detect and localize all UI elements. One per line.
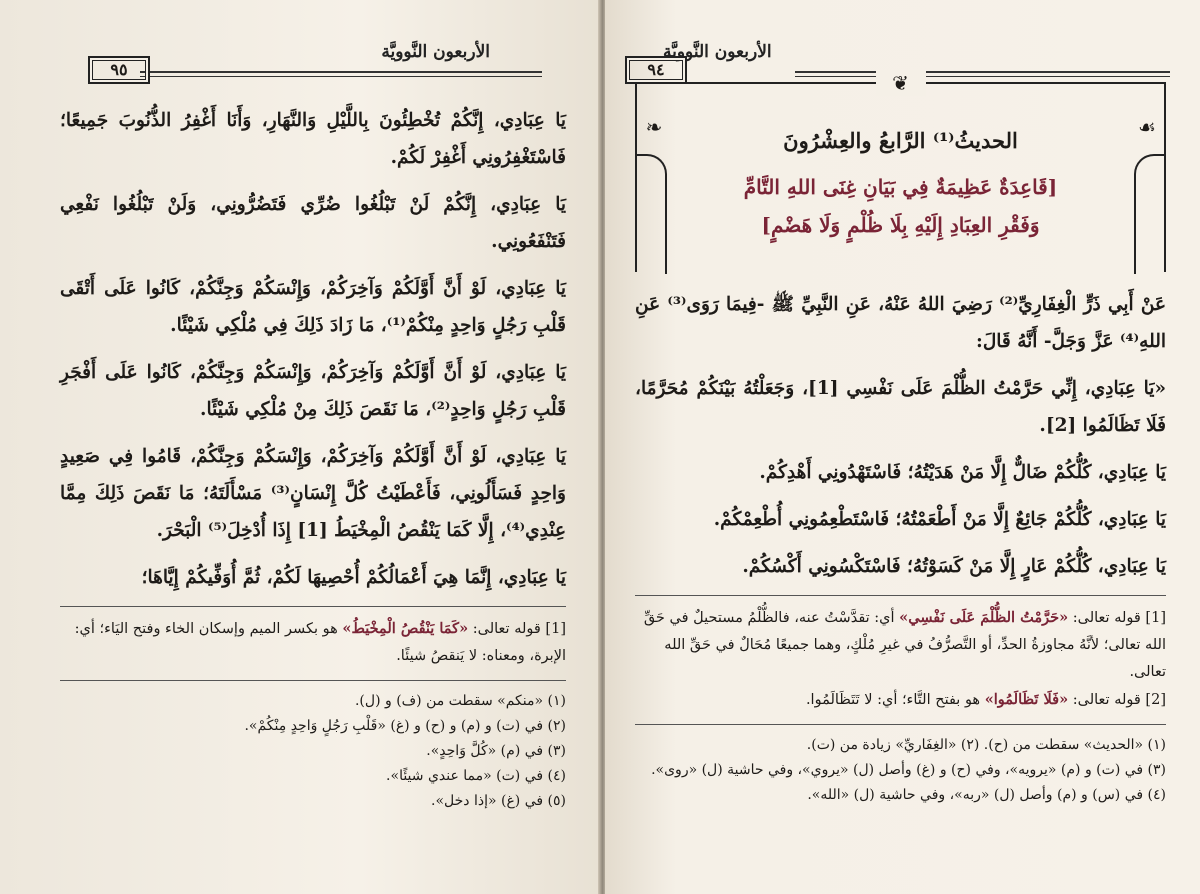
- page-body: [635, 71, 1167, 808]
- note-number: [2]: [1145, 692, 1166, 708]
- note-quote: «فَلَا تَظَالَمُوا»: [984, 691, 1069, 708]
- head-rule-thin: [140, 76, 542, 77]
- chapter-heading-frame: [635, 71, 1166, 272]
- page-94: [605, 0, 1200, 894]
- note-number: [1]: [545, 621, 566, 637]
- commentary-divider: [635, 595, 1166, 596]
- hadith-paragraph: يَا عِبَادِي، لَوْ أَنَّ أَوَّلَكُمْ وَآخِرَكُمْ، وَإِنْسَكُمْ وَجِنَّكُمْ، كَانُوا عَلَى أَفْجَرِ قَلْبِ رَجُلٍ وَاحِدٍ⁽²⁾، مَا نَقَصَ ذَلِكَ مِنْ مُلْكِي شَيْئًا.: [60, 362, 566, 420]
- page-number: ٩٥: [88, 56, 150, 84]
- note-quote: «حَرَّمْتُ الظُّلْمَ عَلَى نَفْسِي»: [899, 609, 1069, 626]
- hadith-paragraph: «يَا عِبَادِي، إِنِّي حَرَّمْتُ الظُّلْمَ عَلَى نَفْسِي [1]، وَجَعَلْتُهُ بَيْنَكُمْ مُحَرَّمًا، فَلَا تَظَالَمُوا [2].: [635, 378, 1167, 436]
- footnote: (٤) في (ت) «مما عندي شيئًا».: [386, 768, 566, 784]
- hadith-paragraph: يَا عِبَادِي، إِنَّكُمْ لَنْ تَبْلُغُوا ضُرِّي فَتَضُرُّونِي، وَلَنْ تَبْلُغُوا نَفْعِي فَتَنْفَعُونِي.: [60, 194, 566, 252]
- ornament-icon: ❦: [876, 70, 926, 96]
- hadith-paragraph: يَا عِبَادِي، لَوْ أَنَّ أَوَّلَكُمْ وَآخِرَكُمْ، وَإِنْسَكُمْ وَجِنَّكُمْ، قَامُوا فِي صَعِيدٍ وَاحِدٍ فَسَأَلُونِي، فَأَعْطَيْتُ كُلَّ إِنْسَانٍ⁽³⁾ مَسْأَلَتَهُ؛ مَا نَقَصَ ذَلِكَ مِمَّا عِنْدِي⁽⁴⁾، إِلَّا كَمَا يَنْقُصُ الْمِخْيَطُ [1] إِذَا أُدْخِلَ⁽⁵⁾ الْبَحْرَ.: [60, 446, 566, 541]
- running-head: [0, 38, 600, 78]
- note-quote: «كَمَا يَنْقُصُ الْمِخْيَطُ»: [342, 620, 469, 637]
- ornament-icon: ❧: [645, 115, 663, 139]
- head-rule-thin: [795, 76, 1170, 77]
- footnote-divider: [635, 724, 1166, 725]
- commentary-note: [635, 604, 1166, 686]
- note-text: هو بكسر الميم وإسكان الخاء وفتح اليَاء؛ أي: الإبرة، ومعناه: لا يَنقصُ شيئًا.: [74, 621, 566, 664]
- hadith-paragraph: يَا عِبَادِي، إِنَّكُمْ تُخْطِئُونَ بِاللَّيْلِ وَالنَّهَارِ، وَأَنَا أَغْفِرُ الذُّنُوبَ جَمِيعًا؛ فَاسْتَغْفِرُونِي أَغْفِرْ لَكُمْ.: [60, 110, 566, 168]
- running-head-title: الأربعون النَّوويَّة: [663, 42, 772, 62]
- hadith-subtitle: [683, 168, 1118, 244]
- page-body: [60, 102, 566, 814]
- hadith-paragraph: يَا عِبَادِي، كُلُّكُمْ عَارٍ إِلَّا مَنْ كَسَوْتُهُ؛ فَاسْتَكْسُونِي أَكْسُكُمْ.: [742, 556, 1166, 577]
- head-rule: [140, 71, 542, 73]
- note-lead: قوله تعالى:: [1072, 692, 1141, 708]
- note-lead: قوله تعالى:: [472, 621, 541, 637]
- note-lead: قوله تعالى:: [1072, 610, 1141, 626]
- hadith-paragraph: يَا عِبَادِي، كُلُّكُمْ جَائِعٌ إِلَّا مَنْ أَطْعَمْتُهُ؛ فَاسْتَطْعِمُونِي أُطْعِمْكُمْ.: [713, 509, 1166, 530]
- running-head-title: الأربعون النَّوويَّة: [381, 42, 490, 62]
- note-text: هو بفتح التَّاء؛ أي: لا تَتَظَالَمُوا.: [805, 692, 981, 708]
- footnote: (١) «منكم» سقطت من (ف) و (ل).: [354, 693, 566, 709]
- footnote: (١) «الحديث» سقطت من (ح). (٢) «الغِفَاريِّ» زيادة من (ت).: [806, 737, 1166, 753]
- commentary-divider: [60, 606, 566, 607]
- footnote: (٢) في (ت) و (م) و (ح) و (غ) «قَلْبِ رَجُلٍ وَاحِدٍ مِنْكُمْ».: [244, 718, 566, 734]
- footnote: (٣) في (م) «كُلَّ وَاحِدٍ».: [426, 743, 566, 759]
- commentary-note: [635, 686, 1166, 714]
- commentary-note: [60, 615, 566, 670]
- footnote: (٤) في (س) و (م) وأصل (ل) «ربه»، وفي حاشية (ل) «الله».: [807, 787, 1166, 803]
- note-text: أي: تقدَّسْتُ عنه، فالظُّلْمُ مستحيلٌ في حَقِّ الله تعالى؛ لأنَّهُ مجاوزةُ الحدِّ، أو التَّصرُّفُ في غيرِ مُلْكٍ، وهما جميعًا مُحَالٌ في حَقِّ الله تعالى.: [643, 610, 1166, 680]
- subtitle-line: [قَاعِدَةٌ عَظِيمَةٌ فِي بَيَانِ غِنَى اللهِ التَّامِّ: [743, 175, 1058, 199]
- footnote-divider: [60, 680, 566, 681]
- hadith-paragraph: يَا عِبَادِي، إِنَّمَا هِيَ أَعْمَالُكُمْ أُحْصِيهَا لَكُمْ، ثُمَّ أُوَفِّيكُمْ إِيَّاهَا؛: [141, 567, 566, 588]
- page-number: ٩٤: [625, 56, 687, 84]
- subtitle-line: وَفَقْرِ العِبَادِ إِلَيْهِ بِلَا ظُلْمٍ وَلَا هَضْمٍ]: [761, 213, 1040, 237]
- frame-corner: [1134, 154, 1166, 274]
- hadith-title: الحديثُ⁽¹⁾ الرَّابعُ والعِشْرُونَ: [783, 128, 1018, 153]
- note-number: [1]: [1145, 610, 1166, 626]
- hadith-paragraph: يَا عِبَادِي، لَوْ أَنَّ أَوَّلَكُمْ وَآخِرَكُمْ، وَإِنْسَكُمْ وَجِنَّكُمْ، كَانُوا عَلَى أَتْقَى قَلْبِ رَجُلٍ وَاحِدٍ مِنْكُمْ⁽¹⁾، مَا زَادَ ذَلِكَ فِي مُلْكِي شَيْئًا.: [60, 278, 566, 336]
- head-rule: [795, 71, 1170, 73]
- hadith-paragraph: يَا عِبَادِي، كُلُّكُمْ ضَالٌّ إِلَّا مَنْ هَدَيْتُهُ؛ فَاسْتَهْدُونِي أَهْدِكُمْ.: [759, 462, 1166, 483]
- ornament-icon: ☙: [1138, 115, 1156, 139]
- frame-corner: [635, 154, 667, 274]
- hadith-intro: عَنْ أَبِي ذَرٍّ الْغِفَارِيِّ⁽²⁾ رَضِيَ اللهُ عَنْهُ، عَنِ النَّبِيِّ ﷺ -فِيمَا رَوَى⁽³⁾ عَنِ اللهِ⁽⁴⁾ عَزَّ وَجَلَّ- أَنَّهُ قَالَ:: [635, 294, 1166, 352]
- footnote: (٥) في (غ) «إذا دخل».: [431, 793, 566, 809]
- footnote: (٣) في (ت) و (م) «يرويه»، وفي (ح) و (غ) وأصل (ل) «يروي»، وفي حاشية (ل) «روى».: [651, 762, 1166, 778]
